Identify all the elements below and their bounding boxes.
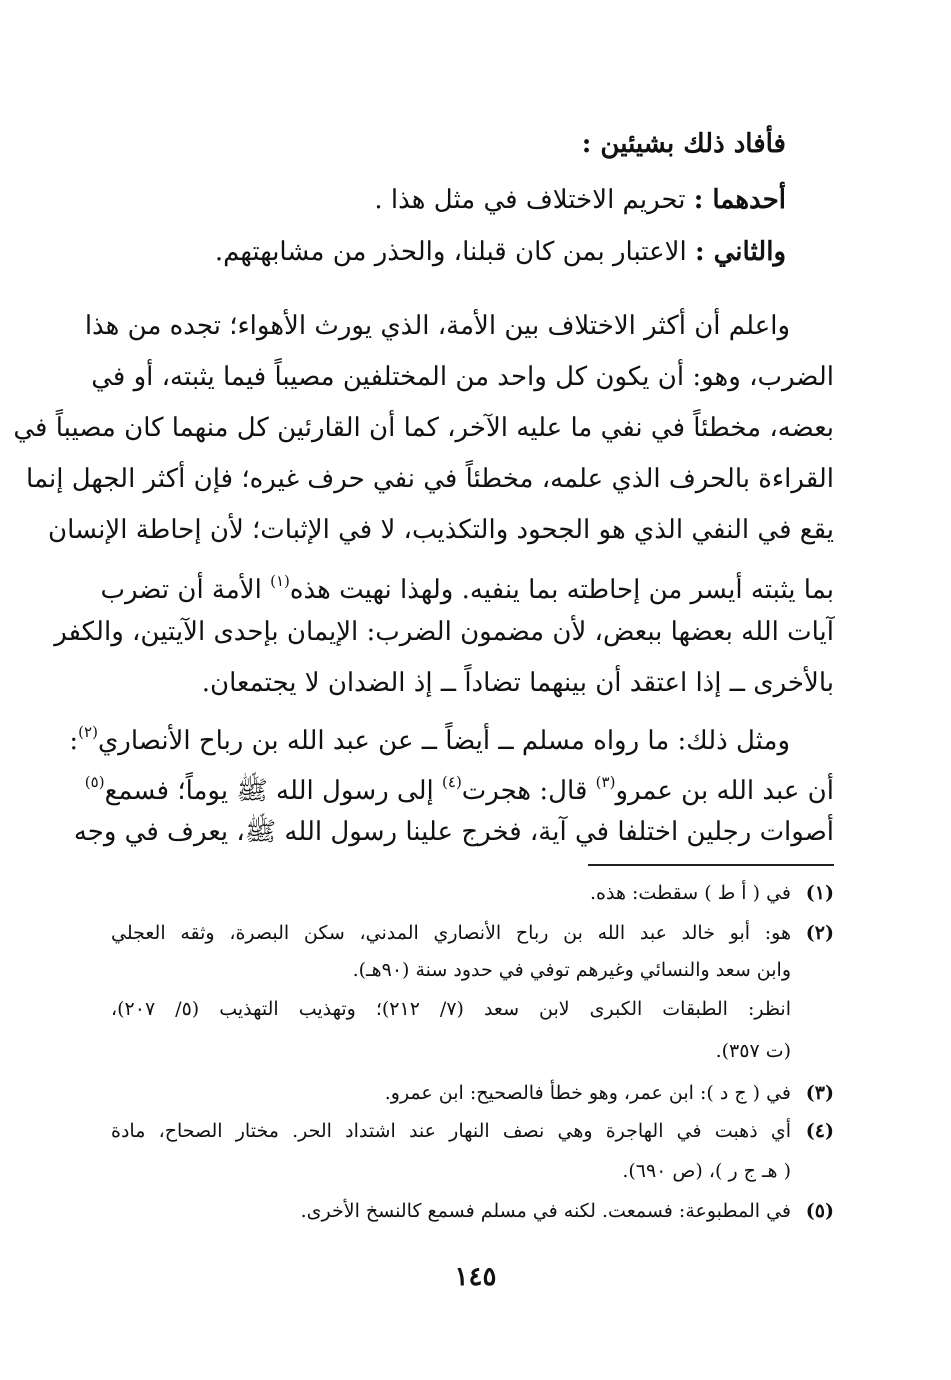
footnote-5-text: في المطبوعة: فسمعت. لكنه في مسلم فسمع كالنسخ الأخرى. [300,1200,791,1222]
paragraph-2-line-2-a: أن عبد الله بن عمرو [615,776,834,806]
intro-item-1 [126,180,786,220]
footnote-5-number: (٥) [805,1200,834,1222]
footnote-marker-2: (٢) [78,723,98,741]
paragraph-1-line [100,561,834,610]
footnote-3-number: (٣) [805,1082,834,1104]
paragraph-1-line-6-text: بما يثبته أيسر من إحاطته بما ينفيه. ولهذا نهيت هذه [289,575,834,605]
page-number: ١٤٥ [454,1262,497,1292]
item-1-text: تحريم الاختلاف في مثل هذا . [374,185,694,215]
paragraph-2-line-1-tail: : [69,726,79,756]
paragraph-2-line-1-text: ومثل ذلك: ما رواه مسلم ــ أيضاً ــ عن عبد الله بن رباح الأنصاري [97,726,790,756]
paragraph-1-line: واعلم أن أكثر الاختلاف بين الأمة، الذي يورث الأهواء؛ تجده من هذا [84,311,790,341]
footnote-2-number: (٢) [805,922,834,944]
footnote-4-line: ( هـ ج ر )، (ص ٦٩٠). [622,1160,791,1182]
paragraph-2-line [84,762,834,811]
footnote-marker-5: (٥) [84,773,105,791]
intro-item-2 [126,232,786,272]
footnote-marker-4: (٤) [442,773,462,791]
footnote-marker-3: (٣) [595,773,616,791]
footnote-1-number: (١) [805,882,834,904]
paragraph-2-line-2-c: إلى رسول الله ﷺ يوماً؛ فسمع [104,776,443,806]
footnote-marker-1: (١) [270,572,290,590]
paragraph-1-line: القراءة بالحرف الذي علمه، مخطئاً في نفي حرف غيره؛ فإن أكثر الجهل إنما [26,464,834,494]
paragraph-1-line: بعضه، مخطئاً في نفي ما عليه الآخر، كما أن القارئين كل منهما كان مصيباً في [13,413,834,443]
item-2-label: والثاني : [694,237,786,267]
paragraph-1-line-6-tail: الأمة أن تضرب [100,575,271,605]
paragraph-2-line: أصوات رجلين اختلفا في آية، فخرج علينا رسول الله ﷺ، يعرف في وجه [73,817,834,847]
footnote-2-line: وابن سعد والنسائي وغيرهم توفي في حدود سنة (٩٠هـ). [352,959,791,981]
paragraph-2-line-2-b: قال: هجرت [461,776,596,806]
footnote-separator [588,864,834,866]
intro-heading: فأفاد ذلك بشيئين : [581,129,786,159]
footnote-3-text: في ( ج د ): ابن عمر، وهو خطأ فالصحيح: ابن عمرو. [384,1082,791,1104]
footnote-2-line: انظر: الطبقات الكبرى لابن سعد (٧/ ٢١٢)؛ وتهذيب التهذيب (٥/ ٢٠٧)، [111,998,791,1020]
paragraph-1-line: يقع في النفي الذي هو الجحود والتكذيب، لا في الإثبات؛ لأن إحاطة الإنسان [47,515,834,545]
paragraph-2-line [69,712,834,761]
paragraph-1-line: بالأخرى ــ إذا اعتقد أن بينهما تضاداً ــ إذ الضدان لا يجتمعان. [201,668,834,698]
footnote-2-line: هو: أبو خالد عبد الله بن رباح الأنصاري المدني، سكن البصرة، وثقه العجلي [111,922,791,944]
footnote-1-text: في ( أ ط ) سقطت: هذه. [590,882,791,904]
footnote-4-line: أي ذهبت في الهاجرة وهي نصف النهار عند اشتداد الحر. مختار الصحاح، مادة [111,1120,791,1142]
footnote-2-line: (ت ٣٥٧). [715,1040,791,1062]
footnote-4-number: (٤) [805,1120,834,1142]
item-2-text: الاعتبار بمن كان قبلنا، والحذر من مشابهتهم. [214,237,695,267]
paragraph-1-line: آيات الله بعضها ببعض، لأن مضمون الضرب: الإيمان بإحدى الآيتين، والكفر [54,617,834,647]
item-1-label: أحدهما : [693,185,786,215]
intro-line [126,124,786,164]
paragraph-1-line: الضرب، وهو: أن يكون كل واحد من المختلفين مصيباً فيما يثبته، أو في [91,362,834,392]
